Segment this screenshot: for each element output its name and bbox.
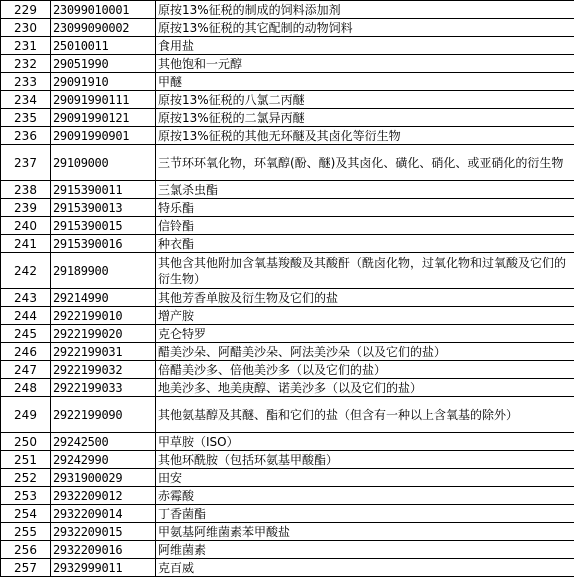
description-cell: 阿维菌素 (156, 541, 574, 559)
row-number-cell: 251 (1, 451, 51, 469)
tariff-code-cell: 2932209015 (51, 523, 156, 541)
row-number-cell: 233 (1, 73, 51, 91)
row-number-cell: 249 (1, 397, 51, 433)
table-row (1, 55, 574, 73)
tariff-code-cell: 23099010001 (51, 1, 156, 19)
tariff-code-cell: 29091990121 (51, 109, 156, 127)
row-number-cell: 240 (1, 217, 51, 235)
description-cell: 其他环酰胺（包括环氨基甲酸酯） (156, 451, 574, 469)
row-number-cell: 255 (1, 523, 51, 541)
description-cell: 田安 (156, 469, 574, 487)
tariff-code-cell: 29214990 (51, 289, 156, 307)
tariff-code-cell: 29051990 (51, 55, 156, 73)
table-row (1, 199, 574, 217)
tariff-code-cell: 29091990901 (51, 127, 156, 145)
tariff-code-cell: 2932209012 (51, 487, 156, 505)
tariff-code-cell: 25010011 (51, 37, 156, 55)
row-number-cell: 246 (1, 343, 51, 361)
description-cell: 原按13%征税的八氯二丙醚 (156, 91, 574, 109)
tariff-code-cell: 29242990 (51, 451, 156, 469)
description-cell: 特乐酯 (156, 199, 574, 217)
tariff-code-cell: 2922199020 (51, 325, 156, 343)
table-row (1, 469, 574, 487)
table-row (1, 73, 574, 91)
tariff-code-cell: 2915390015 (51, 217, 156, 235)
table-body (1, 1, 574, 577)
tariff-code-cell: 2922199090 (51, 397, 156, 433)
tariff-code-cell: 29091990111 (51, 91, 156, 109)
row-number-cell: 257 (1, 559, 51, 577)
description-cell: 原按13%征税的二氯异丙醚 (156, 109, 574, 127)
description-cell: 甲醚 (156, 73, 574, 91)
tariff-code-cell: 29189900 (51, 253, 156, 289)
description-cell: 其他氨基醇及其醚、酯和它们的盐（但含有一种以上含氧基的除外） (156, 397, 574, 433)
description-cell: 种衣酯 (156, 235, 574, 253)
description-cell: 原按13%征税的制成的饲料添加剂 (156, 1, 574, 19)
description-cell: 克百威 (156, 559, 574, 577)
table-row (1, 37, 574, 55)
row-number-cell: 243 (1, 289, 51, 307)
table-row (1, 145, 574, 181)
tariff-code-cell: 2931900029 (51, 469, 156, 487)
table-row (1, 217, 574, 235)
tariff-code-cell: 2915390013 (51, 199, 156, 217)
row-number-cell: 250 (1, 433, 51, 451)
description-cell: 其他含其他附加含氧基羧酸及其酸酐（酰卤化物，过氧化物和过氧酸及它们的衍生物） (156, 253, 574, 289)
description-cell: 丁香菌酯 (156, 505, 574, 523)
table-row (1, 523, 574, 541)
description-cell: 食用盐 (156, 37, 574, 55)
row-number-cell: 235 (1, 109, 51, 127)
table-row (1, 91, 574, 109)
row-number-cell: 244 (1, 307, 51, 325)
tariff-code-cell: 2932209014 (51, 505, 156, 523)
table-row (1, 127, 574, 145)
description-cell: 信铃酯 (156, 217, 574, 235)
table-row (1, 289, 574, 307)
tariff-code-cell: 2915390011 (51, 181, 156, 199)
tariff-code-cell: 2922199032 (51, 361, 156, 379)
tariff-code-cell: 2922199031 (51, 343, 156, 361)
row-number-cell: 256 (1, 541, 51, 559)
row-number-cell: 229 (1, 1, 51, 19)
table-row (1, 559, 574, 577)
table-row (1, 235, 574, 253)
table-row (1, 487, 574, 505)
tariff-code-cell: 2922199033 (51, 379, 156, 397)
row-number-cell: 239 (1, 199, 51, 217)
description-cell: 其他芳香单胺及衍生物及它们的盐 (156, 289, 574, 307)
row-number-cell: 241 (1, 235, 51, 253)
row-number-cell: 252 (1, 469, 51, 487)
table-row (1, 253, 574, 289)
description-cell: 三氯杀虫酯 (156, 181, 574, 199)
table-row (1, 451, 574, 469)
row-number-cell: 231 (1, 37, 51, 55)
description-cell: 三节环环氧化物，环氧醇(酚、醚)及其卤化、磺化、硝化、或亚硝化的衍生物 (156, 145, 574, 181)
description-cell: 其他饱和一元醇 (156, 55, 574, 73)
description-cell: 醋美沙朵、阿醋美沙朵、阿法美沙朵（以及它们的盐） (156, 343, 574, 361)
table-row (1, 109, 574, 127)
description-cell: 甲氨基阿维菌素苯甲酸盐 (156, 523, 574, 541)
description-cell: 赤霉酸 (156, 487, 574, 505)
table-row (1, 541, 574, 559)
table-row (1, 343, 574, 361)
row-number-cell: 236 (1, 127, 51, 145)
row-number-cell: 232 (1, 55, 51, 73)
table-row (1, 361, 574, 379)
description-cell: 原按13%征税的其他无环醚及其卤化等衍生物 (156, 127, 574, 145)
row-number-cell: 237 (1, 145, 51, 181)
description-cell: 增产胺 (156, 307, 574, 325)
row-number-cell: 245 (1, 325, 51, 343)
description-cell: 克仑特罗 (156, 325, 574, 343)
description-cell: 甲草胺（ISO） (156, 433, 574, 451)
table-row (1, 19, 574, 37)
description-cell: 原按13%征税的其它配制的动物饲料 (156, 19, 574, 37)
tariff-code-cell: 2932999011 (51, 559, 156, 577)
table-row (1, 397, 574, 433)
row-number-cell: 247 (1, 361, 51, 379)
tariff-code-cell: 29109000 (51, 145, 156, 181)
row-number-cell: 254 (1, 505, 51, 523)
row-number-cell: 248 (1, 379, 51, 397)
row-number-cell: 238 (1, 181, 51, 199)
tariff-code-cell: 2922199010 (51, 307, 156, 325)
description-cell: 地美沙多、地美庚醇、诺美沙多（以及它们的盐） (156, 379, 574, 397)
row-number-cell: 234 (1, 91, 51, 109)
table-row (1, 181, 574, 199)
description-cell: 倍醋美沙多、倍他美沙多（以及它们的盐） (156, 361, 574, 379)
table-row (1, 325, 574, 343)
table-row (1, 505, 574, 523)
tariff-code-cell: 2932209016 (51, 541, 156, 559)
table-row (1, 379, 574, 397)
tariff-code-cell: 29242500 (51, 433, 156, 451)
row-number-cell: 253 (1, 487, 51, 505)
tariff-code-cell: 23099090002 (51, 19, 156, 37)
table-row (1, 433, 574, 451)
tariff-code-cell: 29091910 (51, 73, 156, 91)
table-row (1, 307, 574, 325)
row-number-cell: 230 (1, 19, 51, 37)
row-number-cell: 242 (1, 253, 51, 289)
tariff-code-cell: 2915390016 (51, 235, 156, 253)
table-row (1, 1, 574, 19)
